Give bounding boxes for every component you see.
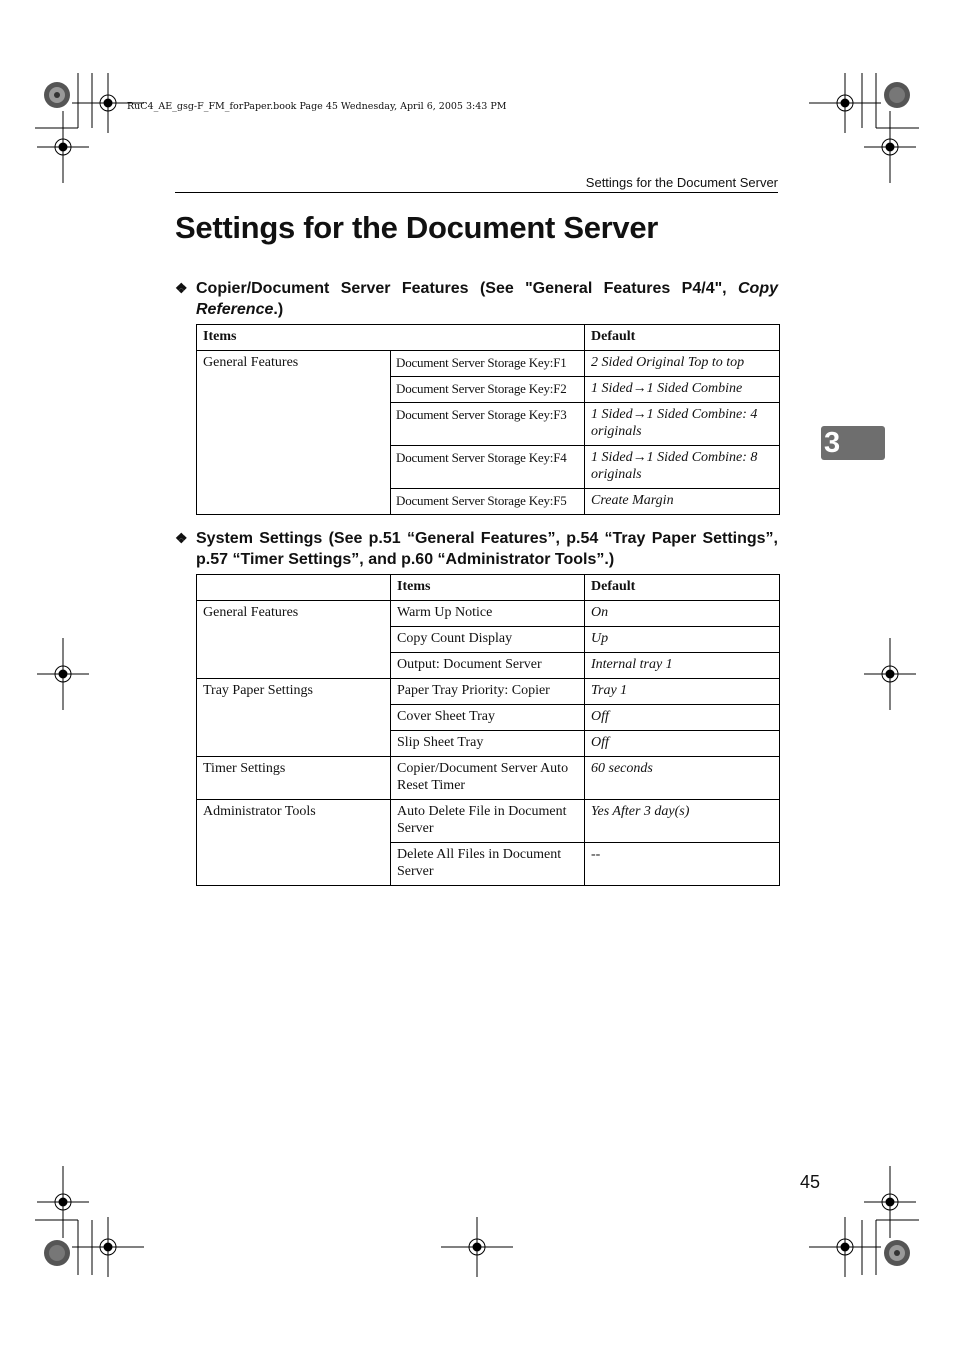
- table-row: [197, 351, 780, 377]
- default-cell: 1 Sided→1 Sided Combine: [585, 377, 780, 403]
- print-slug-line: RuC4_AE_gsg-F_FM_forPaper.book Page 45 Wednesday, April 6, 2005 3:43 PM: [127, 101, 507, 112]
- group-cell: General Features: [197, 351, 391, 515]
- item-cell: Copier/Document Server Auto Reset Timer: [391, 757, 585, 800]
- group-cell: Administrator Tools: [197, 800, 391, 886]
- default-cell: On: [585, 601, 780, 627]
- item-cell: Delete All Files in Document Server: [391, 843, 585, 886]
- default-cell: Yes After 3 day(s): [585, 800, 780, 843]
- column-header-default: Default: [585, 575, 780, 601]
- item-cell: Auto Delete File in Document Server: [391, 800, 585, 843]
- group-cell: Timer Settings: [197, 757, 391, 800]
- default-cell: Up: [585, 627, 780, 653]
- item-cell: Document Server Storage Key:F1: [391, 351, 585, 377]
- default-cell: 2 Sided Original Top to top: [585, 351, 780, 377]
- item-cell: Warm Up Notice: [391, 601, 585, 627]
- section-heading-system-settings: [175, 528, 778, 570]
- default-cell: Tray 1: [585, 679, 780, 705]
- heading-text: Copier/Document Server Features (See "General Features P4/4",: [196, 280, 738, 297]
- diamond-bullet-icon: ❖: [175, 530, 188, 546]
- default-cell: Create Margin: [585, 489, 780, 515]
- item-cell: Paper Tray Priority: Copier: [391, 679, 585, 705]
- table-header-row: [197, 325, 780, 351]
- item-cell: Copy Count Display: [391, 627, 585, 653]
- group-cell: Tray Paper Settings: [197, 679, 391, 757]
- default-cell: --: [585, 843, 780, 886]
- table-row: [197, 757, 780, 800]
- running-header: Settings for the Document Server: [585, 175, 778, 190]
- default-cell: Off: [585, 731, 780, 757]
- header-rule: [175, 192, 778, 193]
- default-cell: 1 Sided→1 Sided Combine: 4 originals: [585, 403, 780, 446]
- table-header-row: [197, 575, 780, 601]
- item-cell: Output: Document Server: [391, 653, 585, 679]
- column-header-items: Items: [391, 575, 585, 601]
- page-number: 45: [800, 1172, 821, 1192]
- section-heading-copier-features: [175, 278, 778, 320]
- item-cell: Cover Sheet Tray: [391, 705, 585, 731]
- item-cell: Document Server Storage Key:F5: [391, 489, 585, 515]
- default-cell: Off: [585, 705, 780, 731]
- default-cell: Internal tray 1: [585, 653, 780, 679]
- system-settings-table: [196, 574, 780, 886]
- column-header-blank: [197, 575, 391, 601]
- copier-features-table: [196, 324, 780, 515]
- heading-text: System Settings (See p.51 “General Features”, p.54 “Tray Paper Settings”, p.57 “Timer Settings”, and p.60 “Administrator Tools”.): [196, 530, 778, 568]
- diamond-bullet-icon: ❖: [175, 280, 188, 296]
- chapter-tab: [821, 426, 885, 460]
- default-cell: 60 seconds: [585, 757, 780, 800]
- item-cell: Document Server Storage Key:F2: [391, 377, 585, 403]
- column-header-default: Default: [585, 325, 780, 351]
- column-header-items: Items: [197, 325, 585, 351]
- item-cell: Slip Sheet Tray: [391, 731, 585, 757]
- heading-reference-title: Copy Reference: [196, 280, 778, 318]
- page-title: Settings for the Document Server: [175, 210, 659, 245]
- item-cell: Document Server Storage Key:F3: [391, 403, 585, 446]
- chapter-number: 3: [824, 427, 841, 459]
- table-row: [197, 800, 780, 843]
- default-cell: 1 Sided→1 Sided Combine: 8 originals: [585, 446, 780, 489]
- table-row: [197, 601, 780, 627]
- group-cell: General Features: [197, 601, 391, 679]
- heading-suffix: .): [273, 301, 284, 318]
- item-cell: Document Server Storage Key:F4: [391, 446, 585, 489]
- table-row: [197, 679, 780, 705]
